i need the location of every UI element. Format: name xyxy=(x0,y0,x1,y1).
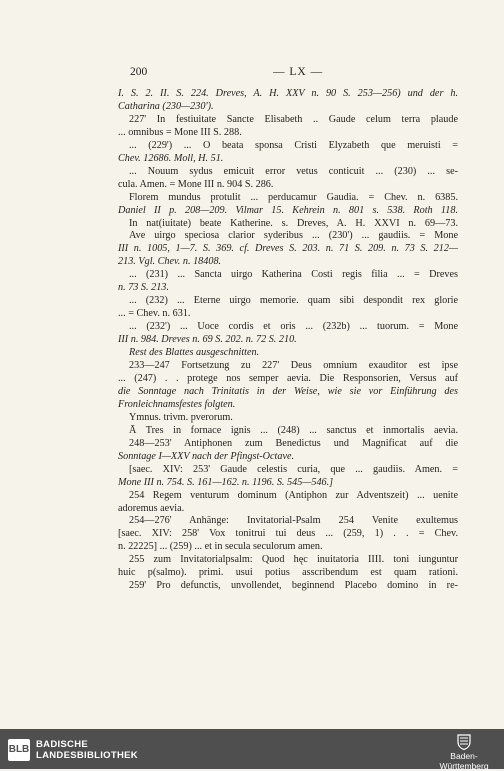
text-line: ... (231) ... Sancta uirgo Katherina Costi regis filia ... = Dreves xyxy=(129,269,458,281)
page-header xyxy=(130,66,458,80)
text-line: ... (232) ... Eterne uirgo memorie. quam sibi despondit rex glorie xyxy=(129,295,458,307)
page-number: 200 xyxy=(130,66,148,78)
text-line: In nat(iuitate) beate Katherine. s. Dreves, A. H. XXVI n. 69—73. xyxy=(129,217,458,229)
text-line: Ā Tres in fornace ignis ... (248) ... sanctus et inmortalis aevia. xyxy=(129,424,458,436)
text-line: 248—253' Antiphonen zum Benedictus und Magnificat auf die xyxy=(129,437,458,449)
text-line: [saec. XIV: 253' Gaude celestis curia, que ... gaudiis. Amen. = xyxy=(129,463,458,475)
text-line: Catharina (230—230'). xyxy=(118,100,214,112)
text-line: III n. 1005, 1—7. S. 369. cf. Dreves S. 203. n. 71 S. 209. n. 73 S. 212— xyxy=(118,243,458,255)
text-line: Ymnus. trivm. pverorum. xyxy=(129,411,233,423)
text-line: huic p(salmo). primi. usui potius asscribendum est quam rationi. xyxy=(118,567,458,579)
text-line: III n. 984. Dreves n. 69 S. 202. n. 72 S. 210. xyxy=(118,334,297,346)
text-line: ... Nouum sydus emicuit error vetus conticuit ... (230) ... se- xyxy=(129,165,458,177)
section-number: — LX — xyxy=(273,66,324,78)
text-line: Sonntage I—XXV nach der Pfingst-Octave. xyxy=(118,450,295,462)
text-line: ... (232') ... Uoce cordis et oris ... (232b) ... tuorum. = Mone xyxy=(129,321,458,333)
text-line: Mone III n. 754. S. 161—162. n. 1196. S. 545—546.] xyxy=(118,476,334,488)
text-line: Chev. 12686. Moll, H. 51. xyxy=(118,152,224,164)
text-line: ... (247) . . protege nos semper aevia. Die Responsorien, Versus auf xyxy=(118,372,458,384)
text-line: 227' In festiuitate Sancte Elisabeth .. Gaude celum terra plaude xyxy=(129,113,458,125)
state-name: Baden-Württemberg xyxy=(439,751,489,771)
text-line: 254 Regem venturum dominum (Antiphon zur Adventszeit) ... uenite xyxy=(129,489,458,501)
blb-logo[interactable]: BLB xyxy=(8,739,30,761)
text-line: I. S. 2. II. S. 224. Dreves, A. H. XXV n. 90 S. 253—256) und der h. xyxy=(118,88,458,99)
text-line: Fronleichnamsfestes folgten. xyxy=(118,398,236,410)
text-line: die Sonntage nach Trinitatis in der Weise, wie sie vor Einführung des xyxy=(118,385,458,397)
library-name-line: BADISCHE xyxy=(36,739,89,750)
text-line: [saec. XIV: 258' Vox tonitrui tui deus ... (259, 1) . . = Chev. xyxy=(118,528,458,540)
text-line: Daniel II p. 208—209. Vilmar 15. Kehrein n. 801 s. 538. Roth 118. xyxy=(118,204,458,216)
text-line: 233—247 Fortsetzung zu 227' Deus omnium exauditor est ipse xyxy=(129,360,458,372)
text-line: n. 73 S. 213. xyxy=(118,282,169,294)
state-brand[interactable] xyxy=(434,734,494,771)
body-text xyxy=(118,88,458,593)
text-line: ... omnibus = Mone III S. 288. xyxy=(118,126,242,138)
text-line: cula. Amen. = Mone III n. 904 S. 286. xyxy=(118,178,274,190)
text-line: Rest des Blattes ausgeschnitten. xyxy=(129,347,260,359)
library-name[interactable] xyxy=(36,739,138,761)
text-line: 255 zum Invitatorialpsalm: Quod hęc inuitatoria IIII. toni iunguntur xyxy=(129,554,458,566)
text-line: Ave uirgo speciosa clarior syderibus ... (230') ... gaudiis. = Mone xyxy=(129,230,458,242)
coat-of-arms-icon xyxy=(457,734,471,750)
library-footer-bar xyxy=(0,729,504,769)
text-line: ... (229') ... O beata sponsa Cristi Elyzabeth que meruisti = xyxy=(129,139,458,151)
text-line: 259' Pro defunctis, unvollendet, beginnend Placebo domino in re- xyxy=(129,580,458,592)
text-line: Florem mundus protulit ... perducamur Gaudia. = Chev. n. 6385. xyxy=(129,191,458,203)
library-name-line: LANDESBIBLIOTHEK xyxy=(36,750,138,761)
text-line: 213. Vgl. Chev. n. 18408. xyxy=(118,256,222,268)
text-line: 254—276' Anhänge: Invitatorial-Psalm 254 Venite exultemus xyxy=(129,515,458,527)
text-line: ... = Chev. n. 631. xyxy=(118,308,191,320)
text-line: n. 22225] ... (259) ... et in secula seculorum amen. xyxy=(118,541,323,553)
text-line: adoremus aevia. xyxy=(118,502,185,514)
